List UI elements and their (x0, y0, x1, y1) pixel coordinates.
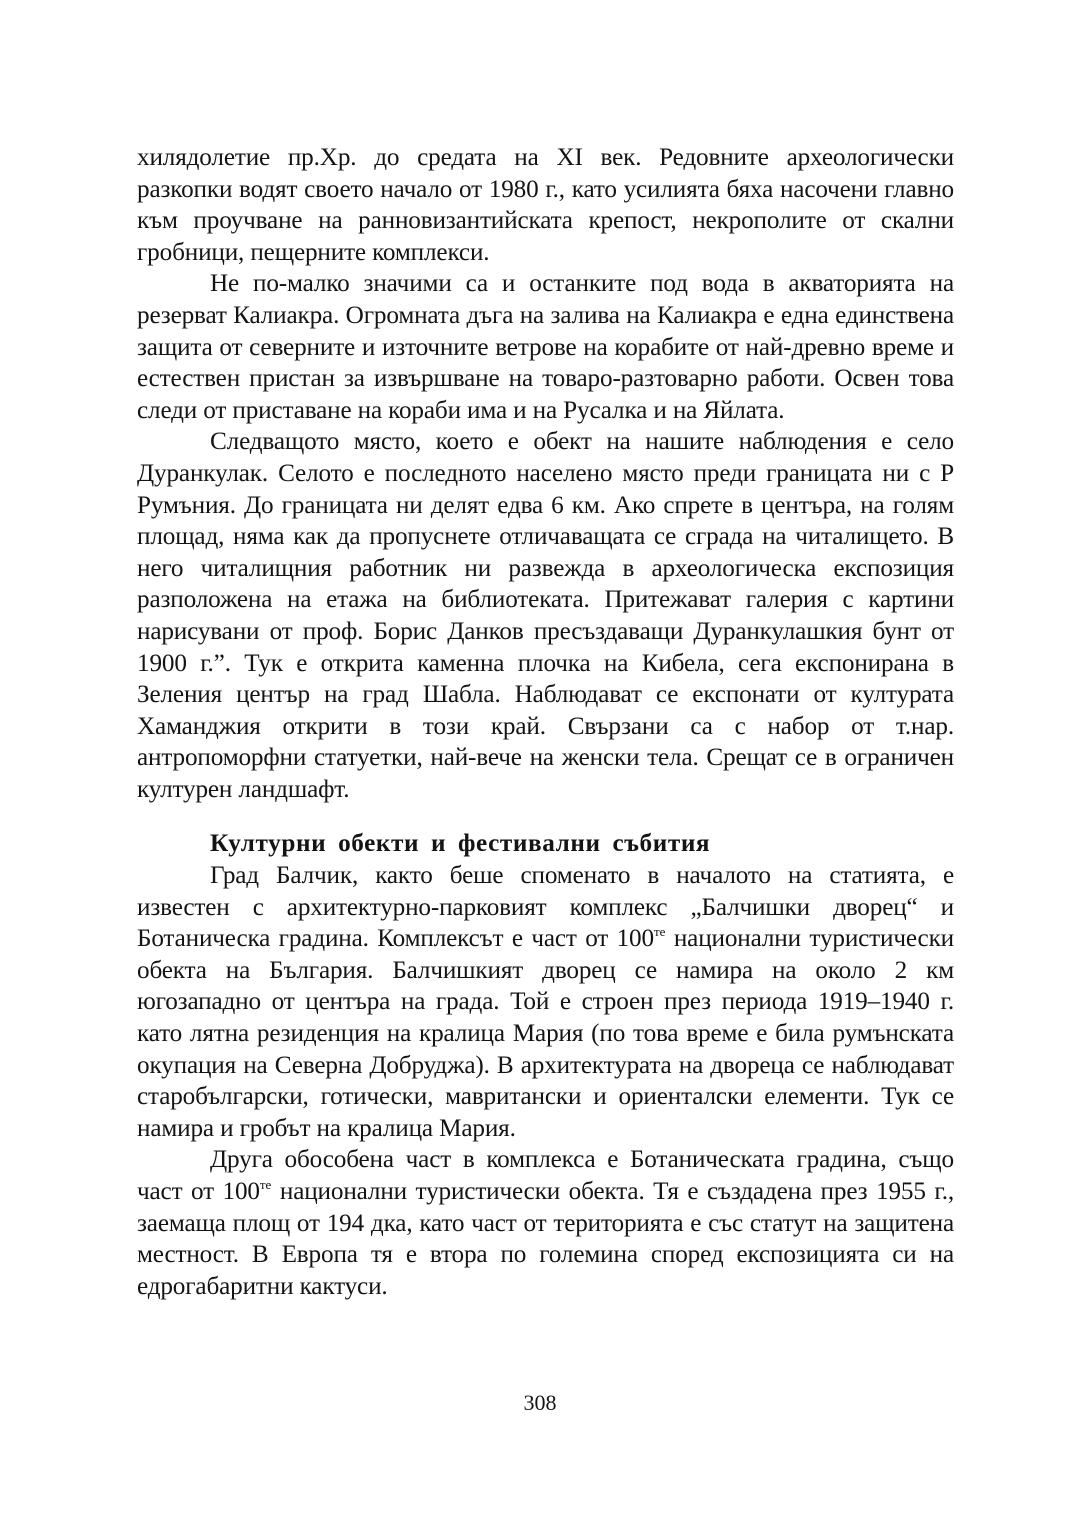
paragraph-4 (137, 860, 954, 1144)
paragraph-4-part-b: национални туристически обекта на България. Балчишкият дворец се намира на около 2 км югозападно от центъра на града. Той е строен през периода 1919–1940 г. като лятна резиденция на кралица Мария (по това време е била румънската окупация на Северна Добруджа). В архитектурата на двореца се наблюдават старобългарски, готически, мавритански и ориенталски елементи. Тук се намира и гробът на кралица Мария. (137, 925, 954, 1142)
paragraph-3: Следващото място, което е обект на нашите наблюдения е село Дуранкулак. Селото е последното населено място преди границата ни с Р Румъния. До границата ни делят едва 6 км. Ако спрете в центъра, на голям площад, няма как да пропуснете отличаващата се сграда на читалището. В него читалищния работник ни развежда в археологическа експозиция разположена на етажа на библиотеката. Притежават галерия с картини нарисувани от проф. Борис Данков пресъздаващи Дуранкулашкия бунт от 1900 г.”. Тук е открита каменна плочка на Кибела, сега експонирана в Зеления център на град Шабла. Наблюдават се експонати от културата Хаманджия открити в този край. Свързани са с набор от т.нар. антропоморфни статуетки, най-вече на женски тела. Срещат се в ограничен културен ландшафт. (137, 428, 954, 803)
paragraph-4-superscript: те (653, 924, 666, 940)
page-body (137, 142, 954, 1302)
paragraph-5-superscript: те (259, 1177, 272, 1192)
paragraph-2: Не по-малко значими са и останките под вода в акваторията на резерват Калиакра. Огромната дъга на залива на Калиакра е една единствена защита от северните и източните ветрове на корабите от най-древно време и естествен пристан за извършване на товаро-разтоварно работи. Освен това следи от приставане на кораби има и на Русалка и на Яйлата. (137, 270, 954, 424)
paragraph-5-part-b: национални туристически обекта. Тя е създадена през 1955 г., заемаща площ от 194 дка, като част от територията е със статут на защитена местност. В Европа тя е втора по големина според експозицията си на едрогабаритни кактуси. (137, 1178, 954, 1300)
paragraph-4-part-a: Град Балчик, както беше споменато в началото на статията, е известен с архитектурно-парковият комплекс „Балчишки дворец“ и Ботаническа градина. Комплексът е част от 100 (137, 862, 954, 953)
paragraph-5-part-a: Друга обособена част в комплекса е Ботаническата градина, също част от 100 (137, 1146, 954, 1205)
paragraph-1: хилядолетие пр.Хр. до средата на XI век. Редовните археологически разкопки водят своето начало от 1980 г., като усилията бяха насочени главно към проучване на ранновизантийската крепост, некрополите от скални гробници, пещерните комплекси. (137, 144, 954, 266)
page-number: 308 (523, 1390, 557, 1415)
paragraph-5 (137, 1144, 954, 1302)
section-heading: Културни обекти и фестивални събития (210, 830, 711, 858)
